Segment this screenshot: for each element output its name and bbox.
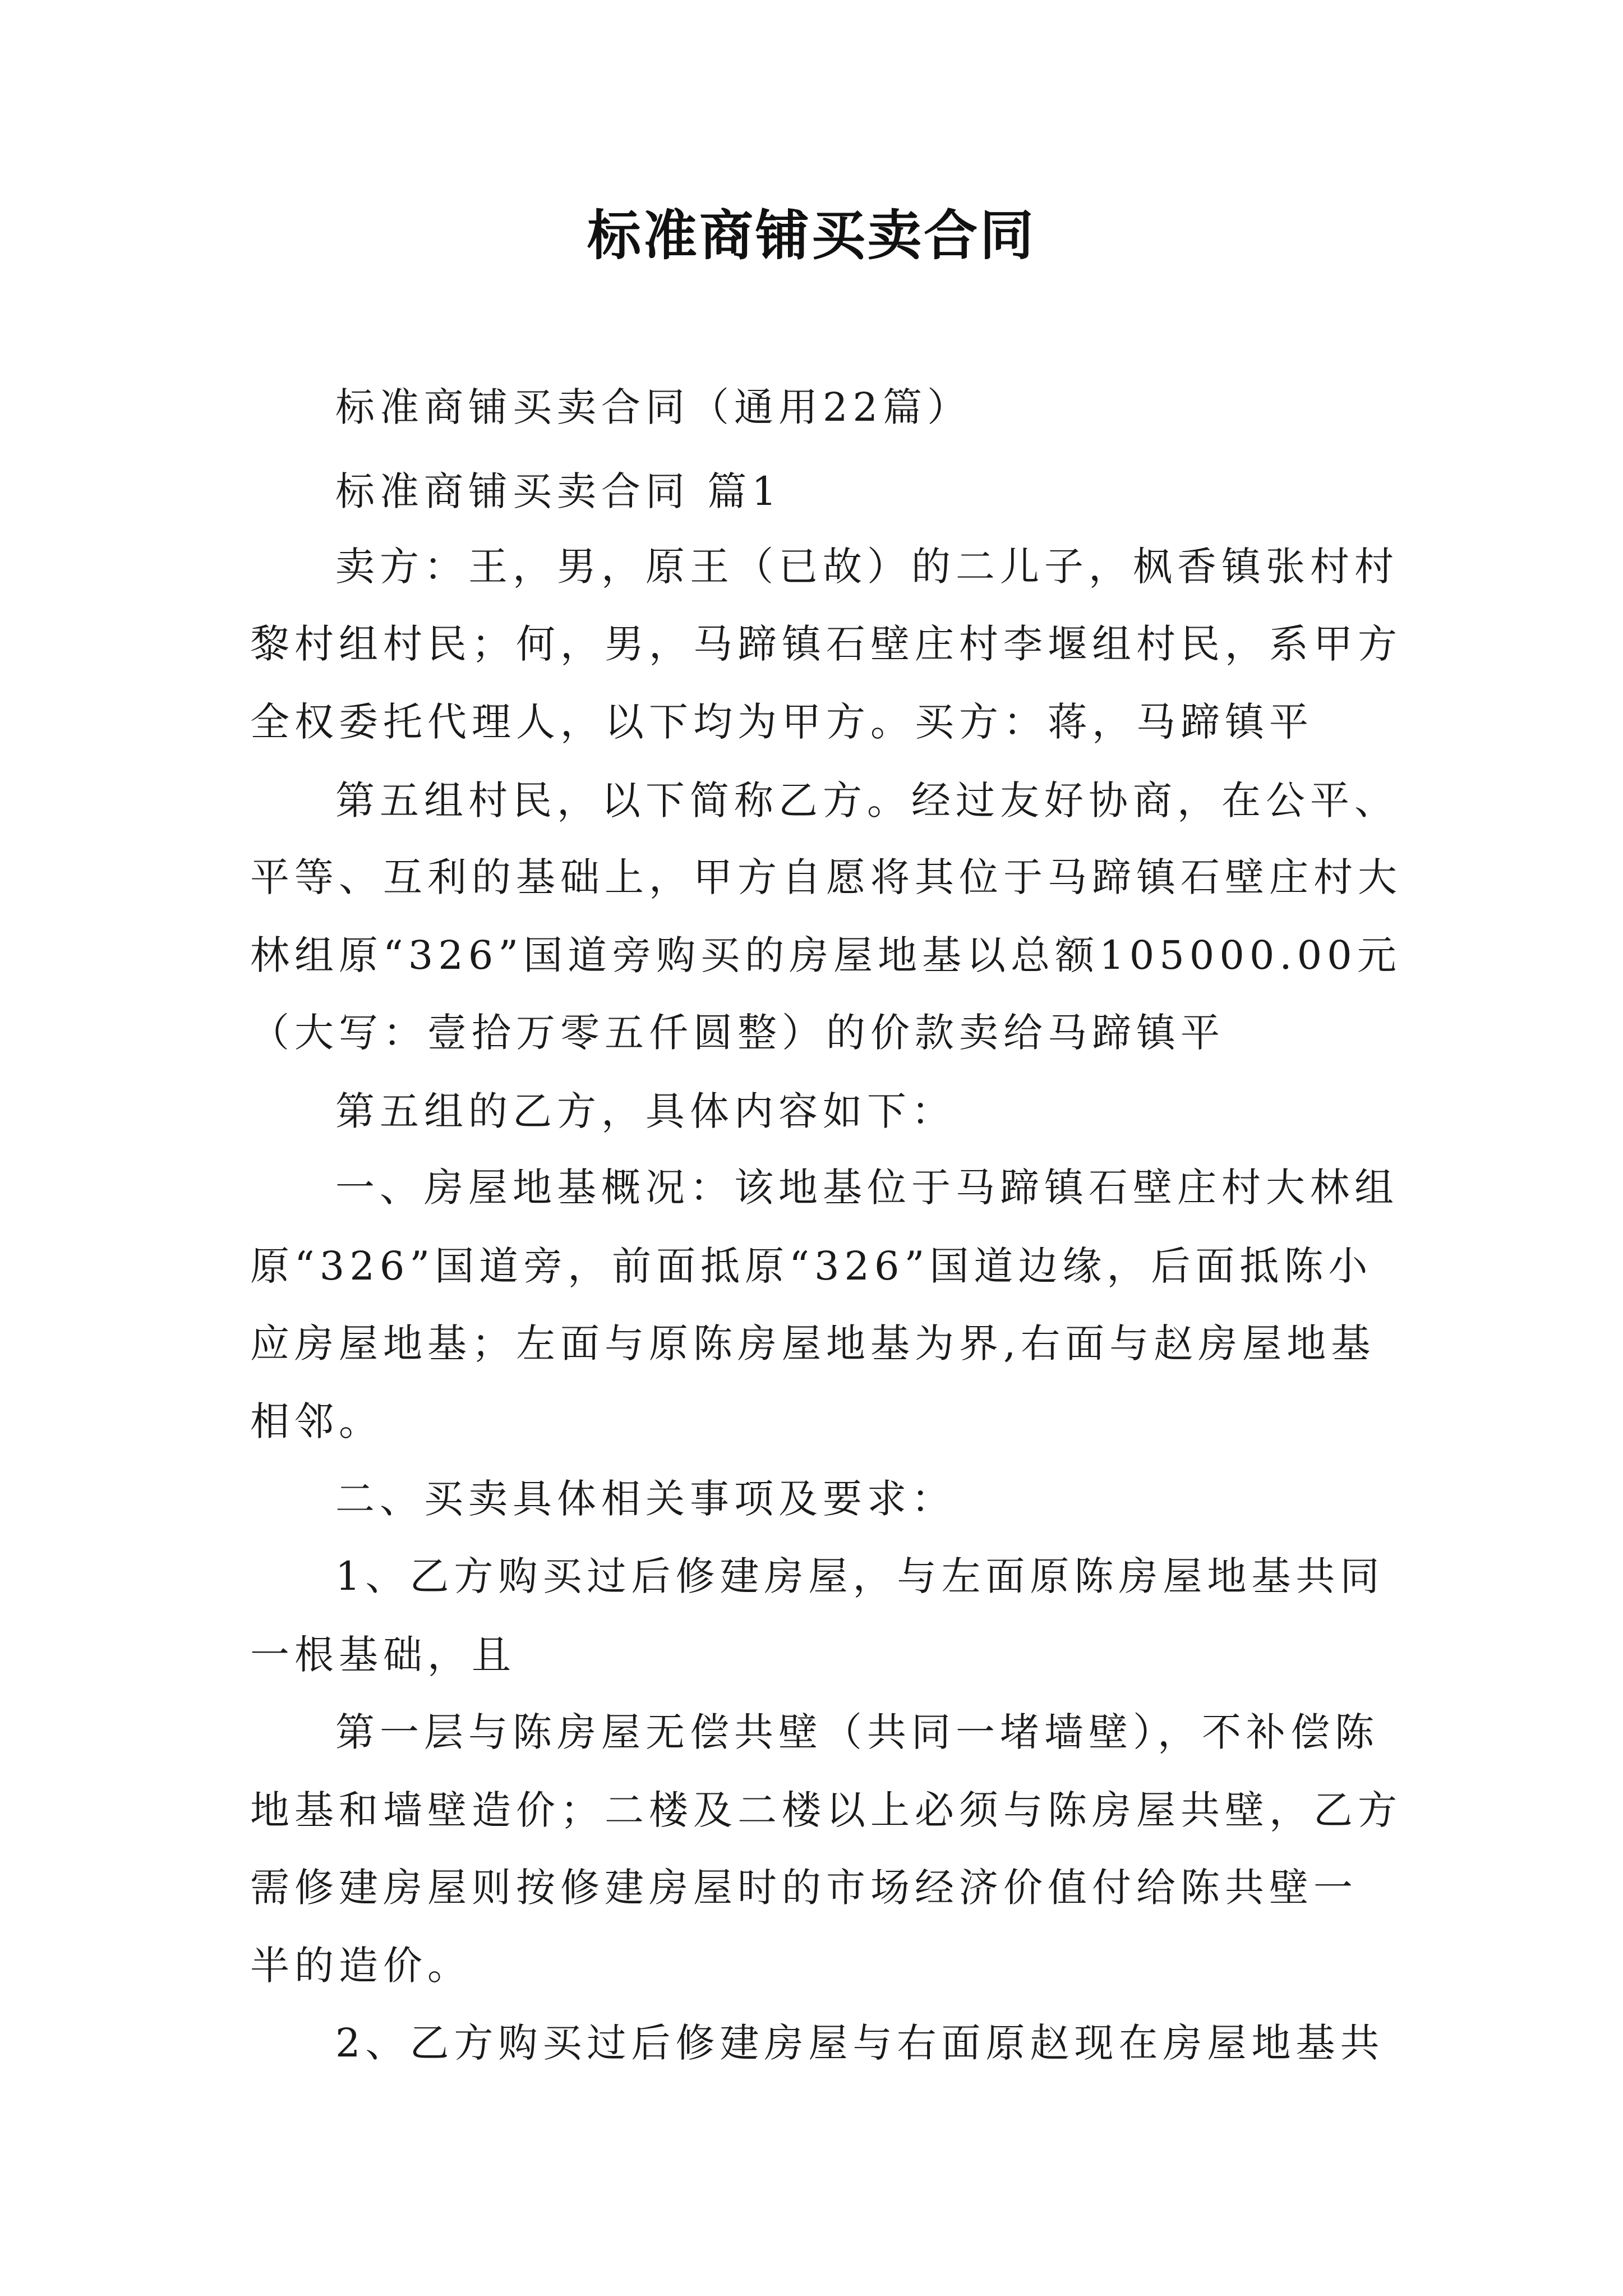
text-line-5: 全权委托代理人，以下均为甲方。买方：蒋，马蹄镇平: [250, 699, 1313, 745]
text-line-1: 标准商铺买卖合同（通用22篇）: [335, 384, 972, 430]
text-line-2: 标准商铺买卖合同 篇1: [335, 468, 782, 514]
text-line-21: 半的造价。: [250, 1943, 472, 1989]
text-line-9: （大写：壹拾万零五仟圆整）的价款卖给马蹄镇平: [250, 1010, 1225, 1056]
text-line-7: 平等、互利的基础上，甲方自愿将其位于马蹄镇石壁庄村大: [250, 854, 1402, 900]
text-line-18: 第一层与陈房屋无偿共壁（共同一堵墙壁），不补偿陈: [335, 1709, 1379, 1755]
text-line-17: 一根基础，且: [250, 1632, 516, 1678]
text-line-14: 相邻。: [250, 1398, 383, 1444]
text-line-11: 一、房屋地基概况：该地基位于马蹄镇石壁庄村大林组: [335, 1165, 1399, 1211]
text-line-6: 第五组村民，以下简称乙方。经过友好协商，在公平、: [335, 777, 1399, 823]
document-title: 标准商铺买卖合同: [587, 204, 1036, 267]
text-line-3: 卖方：王，男，原王（已故）的二儿子，枫香镇张村村: [335, 544, 1399, 590]
text-line-12: 原“326”国道旁，前面抵原“326”国道边缘，后面抵陈小: [250, 1243, 1373, 1289]
text-line-22: 2、乙方购买过后修建房屋与右面原赵现在房屋地基共: [335, 2020, 1385, 2066]
text-line-19: 地基和墙壁造价；二楼及二楼以上必须与陈房屋共壁，乙方: [250, 1787, 1402, 1833]
text-line-15: 二、买卖具体相关事项及要求：: [335, 1476, 956, 1522]
text-line-10: 第五组的乙方，具体内容如下：: [335, 1088, 956, 1134]
text-line-8: 林组原“326”国道旁购买的房屋地基以总额105000.00元: [250, 932, 1401, 978]
text-line-20: 需修建房屋则按修建房屋时的市场经济价值付给陈共壁一: [250, 1865, 1358, 1911]
text-line-4: 黎村组村民；何，男，马蹄镇石壁庄村李堰组村民，系甲方: [250, 621, 1402, 667]
text-line-13: 应房屋地基；左面与原陈房屋地基为界,右面与赵房屋地基: [250, 1320, 1376, 1366]
text-line-16: 1、乙方购买过后修建房屋，与左面原陈房屋地基共同: [335, 1553, 1385, 1599]
